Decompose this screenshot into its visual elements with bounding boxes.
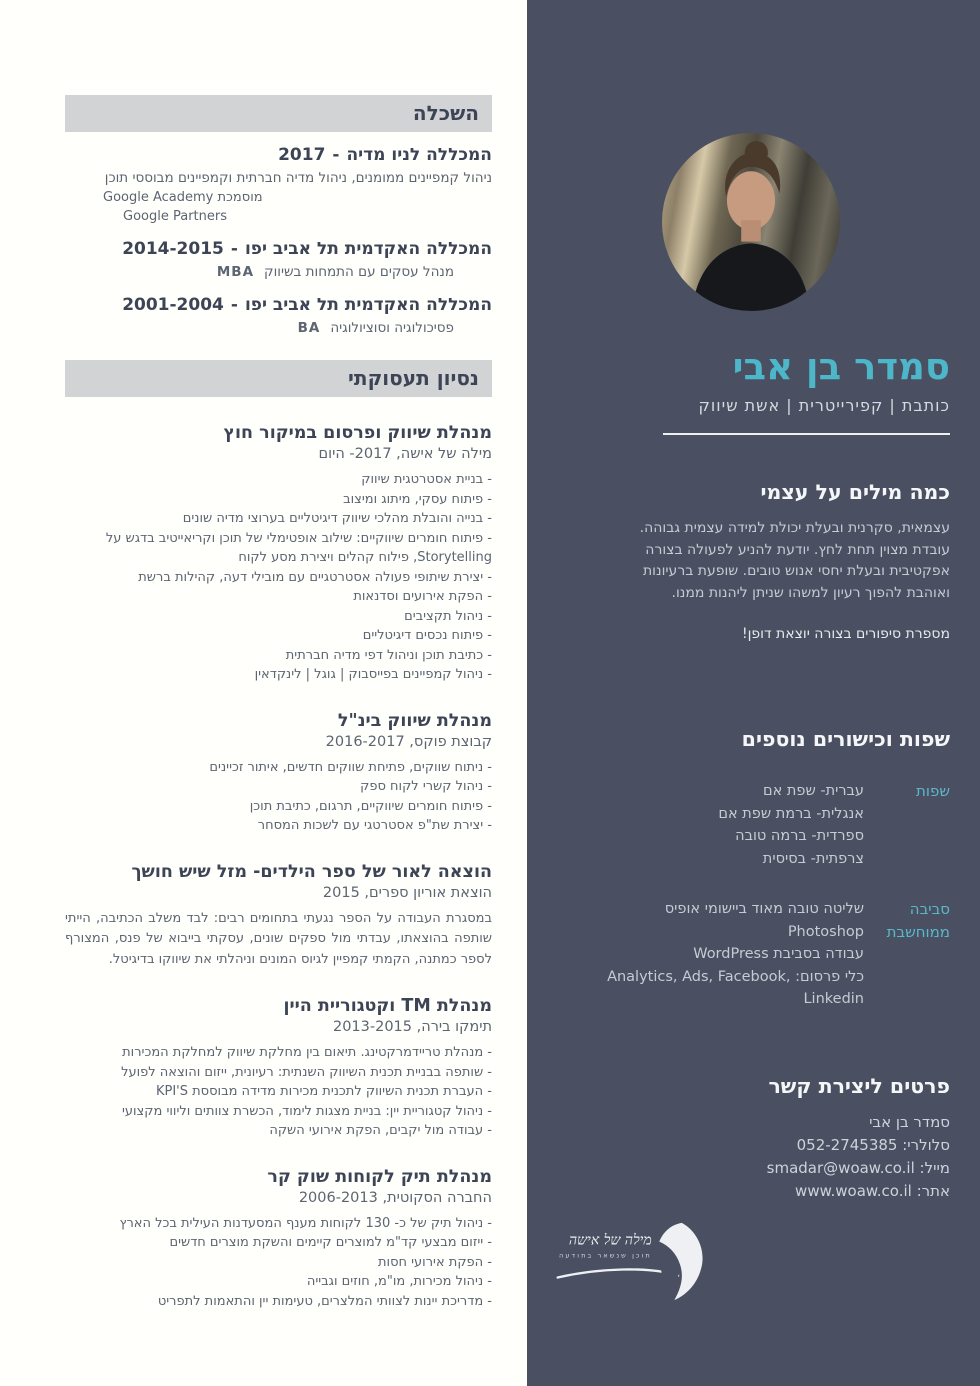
education-years: 2017 (278, 145, 326, 165)
contact-lines (552, 1111, 950, 1203)
job-title: מנהלת תיק לקוחות שוק קר (267, 1166, 492, 1187)
separator: - (230, 239, 238, 259)
education-degree-row (65, 262, 492, 282)
computer-skill-item: כלי פרסום: Analytics, Ads, Facebook, Linkedin (607, 968, 864, 1007)
computer-skill-item: שליטה טובה מאוד ביישומי אופיס (664, 901, 864, 917)
education-heading (65, 145, 492, 166)
job-bullet-list (65, 758, 492, 836)
bullet-item: - ניהול קשרי לקוח ספק (65, 777, 492, 797)
computer-skills-list (552, 898, 864, 1011)
job-entry (65, 423, 492, 685)
education-heading (65, 295, 492, 316)
computer-skills-label: סביבה ממוחשבת (886, 900, 950, 941)
languages-row (552, 780, 950, 870)
education-section-header: השכלה (65, 95, 492, 132)
bullet-item: - כתיבת תוכן וניהול דפי מדיה חברתית (65, 646, 492, 666)
language-item: ספרדית- ברמה טובה (735, 828, 864, 844)
bullet-item: - שותפה בבניית תכנית השיווק השנתית: רעיונית, ייזום והוצאה לפועל (65, 1063, 492, 1083)
language-item: אנגלית- ברמת שפת אם (718, 805, 864, 822)
person-name: סמדר בן אבי (732, 345, 950, 388)
bullet-item: - עבודה מול יקבים, הפקת אירועי השקה (65, 1121, 492, 1141)
skills-title: שפות וכישורים נוספים (741, 727, 950, 751)
sidebar (527, 0, 980, 1386)
bullet-item: - העברת תכנית השיווק לתכנית מכירות מדידה מבוססת KPI'S (65, 1082, 492, 1102)
languages-list (552, 780, 864, 870)
job-entry (65, 711, 492, 836)
bullet-item: - בניית אסטרטגית שיווק (65, 470, 492, 490)
job-bullet-list (65, 1043, 492, 1141)
bullet-item: - ניהול קמפיינים בפייסבוק | גוגל | לינקדאין (65, 665, 492, 685)
contact-email-line (552, 1157, 950, 1180)
person-tagline: כותבת | קפירייטרית | אשת שיווק (698, 396, 950, 415)
education-entry (65, 295, 492, 338)
bullet-item: - ניהול מכירות, מו"מ, חוזים וגבייה (65, 1272, 492, 1292)
about-section (552, 479, 950, 642)
education-school: המכללה האקדמית תל אביב יפו (244, 239, 492, 259)
bullet-item: - הפקת אירועים וסדנאות (65, 587, 492, 607)
job-title: מנהלת TM וקטגוריית היין (283, 996, 492, 1016)
degree-name: MBA (216, 264, 255, 280)
bullet-item: - הפקת אירועי חסות (65, 1253, 492, 1273)
job-company-dates: קבוצת פוקס, 2016-2017 (325, 733, 492, 750)
person-portrait-icon (662, 133, 840, 311)
experience-section-header: נסיון תעסוקתי (65, 360, 492, 397)
separator: - (230, 295, 238, 315)
brand-logo (552, 1221, 950, 1306)
job-company-dates: הוצאת אוריון ספרים, 2015 (322, 884, 492, 901)
bullet-item: - יצירת שת"פ אסטרטגי עם לשכות המסחר (65, 816, 492, 836)
computer-skill-item: עבודה בסביבת WordPress (693, 946, 864, 962)
logo-slogan-text: תוכן שנשאר בתודעה (558, 1251, 652, 1260)
contact-section (552, 1073, 950, 1203)
language-item: עברית- שפת אם (762, 783, 864, 799)
bullet-item: - פיתוח חומרים שיווקיים: שילוב אופטימלי של תוכן וקריאייטיב בדגש על Storytelling, פילוח קהלים ויצירת מסע לקוח (65, 529, 492, 568)
job-entry (65, 1167, 492, 1312)
job-title: מנהלת שיווק בינ"ל (337, 710, 492, 731)
phone-label: סלולרי: (902, 1135, 950, 1154)
about-title: כמה מילים על עצמי (760, 480, 950, 504)
job-entry (65, 996, 492, 1141)
about-paragraph: עצמאית, סקרנית ובעלת יכולת למידה עצמית גבוהה. עובדת מצוין תחת לחץ. יודעת להניע לפעולה בצורה אפקטיבית ובעלת יחסי אנוש טובים. שופעת ברעיונות ואוהבת להפוך רעיון למשהו שניתן ליהנות ממנו. (639, 520, 950, 601)
contact-website-line (552, 1180, 950, 1203)
degree-name: BA (297, 320, 321, 336)
website-label: אתר: (916, 1181, 950, 1200)
website-url[interactable]: www.woaw.co.il (795, 1181, 912, 1200)
profile-photo (662, 133, 840, 311)
bullet-item: - בנייה והובלת מהלכי שיווק דיגיטליים בערוצי מדיה שונים (65, 509, 492, 529)
skills-section (552, 726, 950, 1011)
bullet-item: - מדריכת יינות לצוותי המלצרים, טעימות יין והתאמות לתפריט (65, 1292, 492, 1312)
bullet-item: - ניהול תיק של כ- 130 לקוחות מענף המסעדנות העילית בכל הארץ (65, 1214, 492, 1234)
job-title: הוצאה לאור של ספר הילדים- מזל שיש חושך (131, 861, 492, 882)
education-years: 2014-2015 (122, 239, 224, 259)
education-years: 2001-2004 (122, 295, 224, 315)
bullet-item: - ניתוח שווקים, פתיחת שווקים חדשים, איתור זכיינים (65, 758, 492, 778)
bullet-item: - יצירת שיתופי פעולה אסטרטגיים עם מובילי דעה, קהילות ברשת (65, 568, 492, 588)
job-title: מנהלת שיווק ופרסום במיקור חוץ (223, 423, 492, 443)
job-company-dates: תימקו בירה, 2013-2015 (332, 1019, 492, 1035)
bullet-item: - מנהלת טריידמרקטינג. תיאום בין מחלקת שיווק למחלקת המכירות (65, 1043, 492, 1063)
education-certificate: מוסמכת Google Academy (103, 190, 263, 205)
bullet-item: - ניהול קטגוריית יין: בניית מצגות לימוד, הכשרת צוותים וליווי מקצועי (65, 1102, 492, 1122)
education-description: ניהול קמפיינים ממומנים, ניהול מדיה חברתית וקמפיינים מבוססי תוכן (104, 170, 492, 186)
contact-phone-line (552, 1134, 950, 1157)
education-school: המכללה לניו מדיה (346, 145, 492, 165)
education-entry (65, 145, 492, 226)
email-label: מייל: (919, 1158, 950, 1177)
job-paragraph: במסגרת העבודה על הספר נגעתי בתחומים רבים: לבד משלב הכתיבה, הייתי שותפה בהוצאתו, עבדתי מול ספקים שונים, עסקתי בייבוא של פנס, המצורף לספר כמתנה, הקמתי קמפיין לגיוס המונים וניהלתי את שיווקו בדיגיטל. (65, 910, 492, 967)
job-entry (65, 862, 492, 971)
separator: - (332, 145, 340, 165)
education-school: המכללה האקדמית תל אביב יפו (244, 295, 492, 315)
job-company-dates: החברה הסקוטית, 2006-2013 (298, 1189, 492, 1206)
email-address[interactable]: smadar@woaw.co.il (766, 1158, 915, 1177)
education-certificate: Google Partners (123, 209, 227, 224)
degree-description: מנהל עסקים עם התמחות בשיווק (264, 264, 454, 280)
bullet-item: - פיתוח עסקי, מיתוג ומיצוב (65, 490, 492, 510)
bullet-item: - פיתוח חומרים שיווקיים, תרגום, כתיבת תוכן (65, 797, 492, 817)
job-bullet-list (65, 1214, 492, 1312)
bullet-item: - ייזום מבצעי קד"מ למוצרים קיימים והשקת מוצרים חדשים (65, 1233, 492, 1253)
language-item: צרפתית- בסיסית (762, 850, 864, 867)
job-bullet-list (65, 470, 492, 685)
contact-name: סמדר בן אבי (869, 1112, 950, 1131)
education-heading (65, 239, 492, 260)
job-company-dates: מילה של אישה, 2017- היום (318, 446, 492, 462)
bullet-item: - פיתוח נכסים דיגיטליים (65, 626, 492, 646)
divider (663, 433, 950, 435)
contact-title: פרטים ליצירת קשר (768, 1073, 950, 1098)
about-highlight: מספרת סיפורים בצורה יוצאת דופן! (741, 626, 950, 642)
woman-profile-logo-icon (552, 1221, 712, 1302)
degree-description: פסיכולוגיה וסוציולוגיה (330, 320, 454, 336)
languages-label: שפות (916, 782, 950, 800)
logo-brand-text: מילה של אישה (568, 1232, 652, 1249)
computer-skill-item: Photoshop (787, 923, 864, 940)
education-degree-row (65, 318, 492, 338)
education-entry (65, 239, 492, 282)
phone-number[interactable]: 052-2745385 (796, 1135, 898, 1154)
bullet-item: - ניהול תקציבים (65, 607, 492, 627)
computer-skills-row (552, 898, 950, 1011)
